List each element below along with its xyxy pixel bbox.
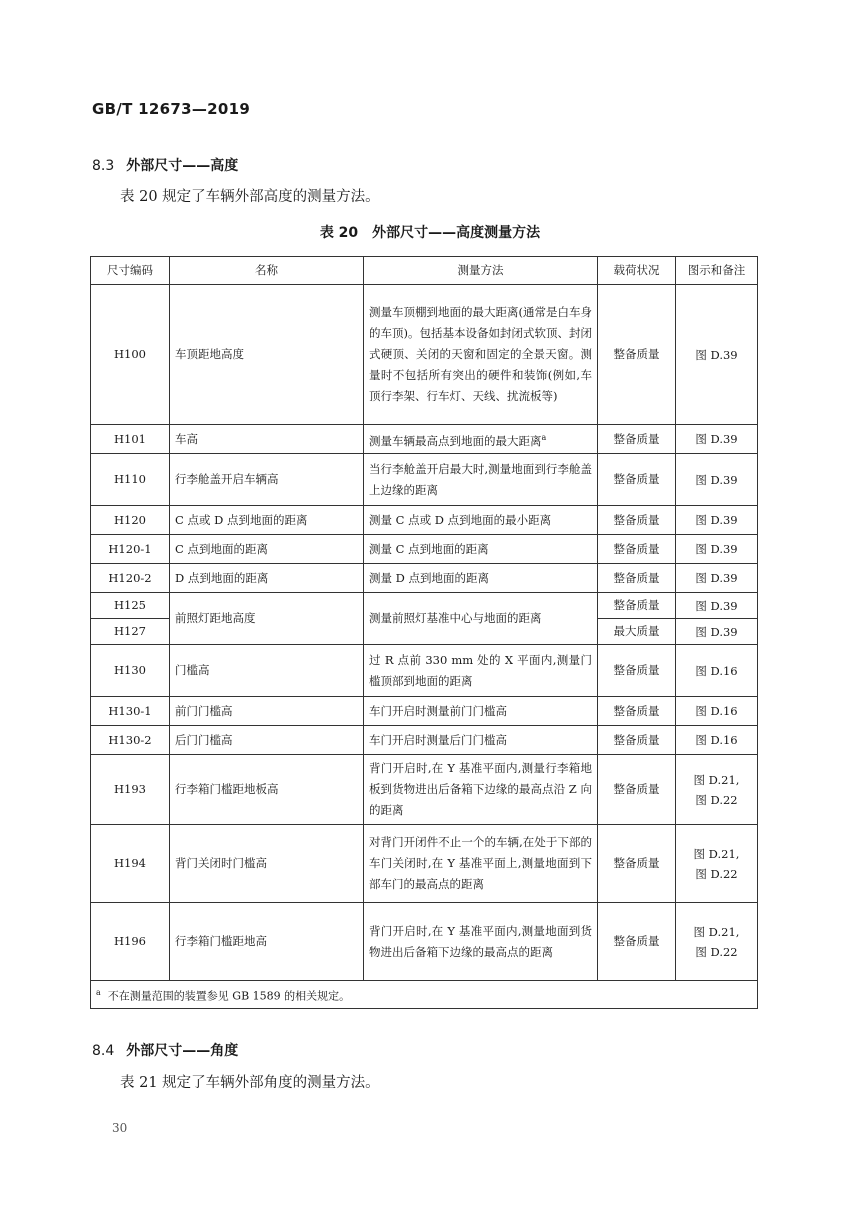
section-number: 8.3 [92, 158, 115, 174]
row-method: 测量车顶棚到地面的最大距离(通常是白车身的车顶)。包括基本设备如封闭式软顶、封闭式硬顶、关闭的天窗和固定的全景天窗。测量时不包括所有突出的硬件和装饰(例如,车顶行李架、行车灯、天线、扰流板等) [364, 285, 598, 425]
row-figure: 图 D.39 [676, 593, 758, 619]
row-code: H101 [91, 425, 170, 454]
row-load: 整备质量 [598, 454, 676, 506]
row-name: C 点或 D 点到地面的距离 [170, 506, 364, 535]
row-code: H196 [91, 903, 170, 981]
table-header-row [91, 257, 758, 285]
figure-ref: 图 D.21, [693, 772, 740, 787]
row-name: 行李箱门槛距地板高 [170, 755, 364, 825]
table-row [91, 697, 758, 726]
row-method: 背门开启时,在 Y 基准平面内,测量地面到货物进出后备箱下边缘的最高点的距离 [364, 903, 598, 981]
row-method: 当行李舱盖开启最大时,测量地面到行李舱盖上边缘的距离 [364, 454, 598, 506]
row-load: 整备质量 [598, 535, 676, 564]
section-intro-8-4: 表 21 规定了车辆外部角度的测量方法。 [120, 1075, 380, 1091]
row-load: 整备质量 [598, 697, 676, 726]
height-measurement-table [90, 256, 758, 1009]
table-row [91, 593, 758, 619]
standard-number: GB/T 12673—2019 [92, 100, 251, 118]
table-row [91, 425, 758, 454]
figure-ref: 图 D.21, [693, 846, 740, 861]
row-name: 门槛高 [170, 645, 364, 697]
table-row [91, 825, 758, 903]
row-name: 后门门槛高 [170, 726, 364, 755]
table-row [91, 285, 758, 425]
table-row [91, 535, 758, 564]
figure-ref: 图 D.22 [695, 866, 738, 881]
row-method: 过 R 点前 330 mm 处的 X 平面内,测量门槛顶部到地面的距离 [364, 645, 598, 697]
row-figure: 图 D.39 [676, 285, 758, 425]
row-method: 测量 C 点或 D 点到地面的最小距离 [364, 506, 598, 535]
row-method: 测量前照灯基准中心与地面的距离 [364, 593, 598, 645]
row-name: 前照灯距地高度 [170, 593, 364, 645]
row-method: 对背门开闭件不止一个的车辆,在处于下部的车门关闭时,在 Y 基准平面上,测量地面到下部车门的最高点的距离 [364, 825, 598, 903]
table-footnote-row [91, 981, 758, 1009]
table-footnote [91, 981, 758, 1009]
row-name: 行李箱门槛距地高 [170, 903, 364, 981]
table-row [91, 903, 758, 981]
row-name: 前门门槛高 [170, 697, 364, 726]
row-figure: 图 D.16 [676, 697, 758, 726]
footnote-marker: a [541, 432, 547, 442]
header-method: 测量方法 [364, 257, 598, 285]
row-figure: 图 D.39 [676, 454, 758, 506]
row-figure: 图 D.16 [676, 645, 758, 697]
row-figure [676, 755, 758, 825]
row-method [364, 425, 598, 454]
row-load: 整备质量 [598, 593, 676, 619]
row-load: 整备质量 [598, 825, 676, 903]
section-title: 外部尺寸——高度 [126, 158, 239, 174]
row-load: 整备质量 [598, 564, 676, 593]
section-intro-8-3: 表 20 规定了车辆外部高度的测量方法。 [120, 189, 380, 205]
figure-ref: 图 D.22 [695, 792, 738, 807]
section-title: 外部尺寸——角度 [126, 1043, 239, 1059]
table-caption-title: 外部尺寸——高度测量方法 [372, 225, 541, 241]
row-code: H130 [91, 645, 170, 697]
footnote-marker: a [96, 988, 101, 998]
row-figure: 图 D.39 [676, 535, 758, 564]
row-method: 车门开启时测量后门门槛高 [364, 726, 598, 755]
row-figure [676, 825, 758, 903]
figure-ref: 图 D.21, [693, 924, 740, 939]
section-number: 8.4 [92, 1043, 115, 1059]
row-code: H125 [91, 593, 170, 619]
row-figure: 图 D.39 [676, 564, 758, 593]
row-code: H120 [91, 506, 170, 535]
row-name: 车顶距地高度 [170, 285, 364, 425]
row-code: H130-2 [91, 726, 170, 755]
footnote-text: 不在测量范围的装置参见 GB 1589 的相关规定。 [107, 989, 351, 1003]
row-name: 背门关闭时门槛高 [170, 825, 364, 903]
section-heading-8-3 [92, 155, 238, 175]
row-method: 车门开启时测量前门门槛高 [364, 697, 598, 726]
row-method-text: 测量车辆最高点到地面的最大距离 [369, 433, 542, 448]
table-row [91, 564, 758, 593]
row-load: 整备质量 [598, 425, 676, 454]
row-code: H110 [91, 454, 170, 506]
row-name: D 点到地面的距离 [170, 564, 364, 593]
table-row [91, 454, 758, 506]
row-load: 整备质量 [598, 506, 676, 535]
header-name: 名称 [170, 257, 364, 285]
table-row [91, 726, 758, 755]
row-load: 整备质量 [598, 726, 676, 755]
row-name: C 点到地面的距离 [170, 535, 364, 564]
row-method: 背门开启时,在 Y 基准平面内,测量行李箱地板到货物进出后备箱下边缘的最高点沿 Z 向的距离 [364, 755, 598, 825]
row-name: 车高 [170, 425, 364, 454]
row-code: H120-2 [91, 564, 170, 593]
row-code: H130-1 [91, 697, 170, 726]
header-figure: 图示和备注 [676, 257, 758, 285]
table-row [91, 645, 758, 697]
row-code: H193 [91, 755, 170, 825]
row-name: 行李舱盖开启车辆高 [170, 454, 364, 506]
row-method: 测量 C 点到地面的距离 [364, 535, 598, 564]
row-load: 整备质量 [598, 285, 676, 425]
header-code: 尺寸编码 [91, 257, 170, 285]
figure-ref: 图 D.22 [695, 944, 738, 959]
row-load: 整备质量 [598, 645, 676, 697]
table-row [91, 755, 758, 825]
section-heading-8-4 [92, 1040, 238, 1060]
table-caption [0, 222, 860, 242]
header-load: 载荷状况 [598, 257, 676, 285]
row-method: 测量 D 点到地面的距离 [364, 564, 598, 593]
row-code: H127 [91, 619, 170, 645]
row-figure: 图 D.39 [676, 506, 758, 535]
row-figure: 图 D.16 [676, 726, 758, 755]
row-load: 最大质量 [598, 619, 676, 645]
row-figure [676, 903, 758, 981]
row-load: 整备质量 [598, 755, 676, 825]
row-code: H194 [91, 825, 170, 903]
table-row [91, 506, 758, 535]
table-caption-number: 表 20 [319, 225, 359, 241]
page-number: 30 [112, 1121, 128, 1135]
row-figure: 图 D.39 [676, 425, 758, 454]
row-code: H120-1 [91, 535, 170, 564]
row-code: H100 [91, 285, 170, 425]
row-figure: 图 D.39 [676, 619, 758, 645]
row-load: 整备质量 [598, 903, 676, 981]
